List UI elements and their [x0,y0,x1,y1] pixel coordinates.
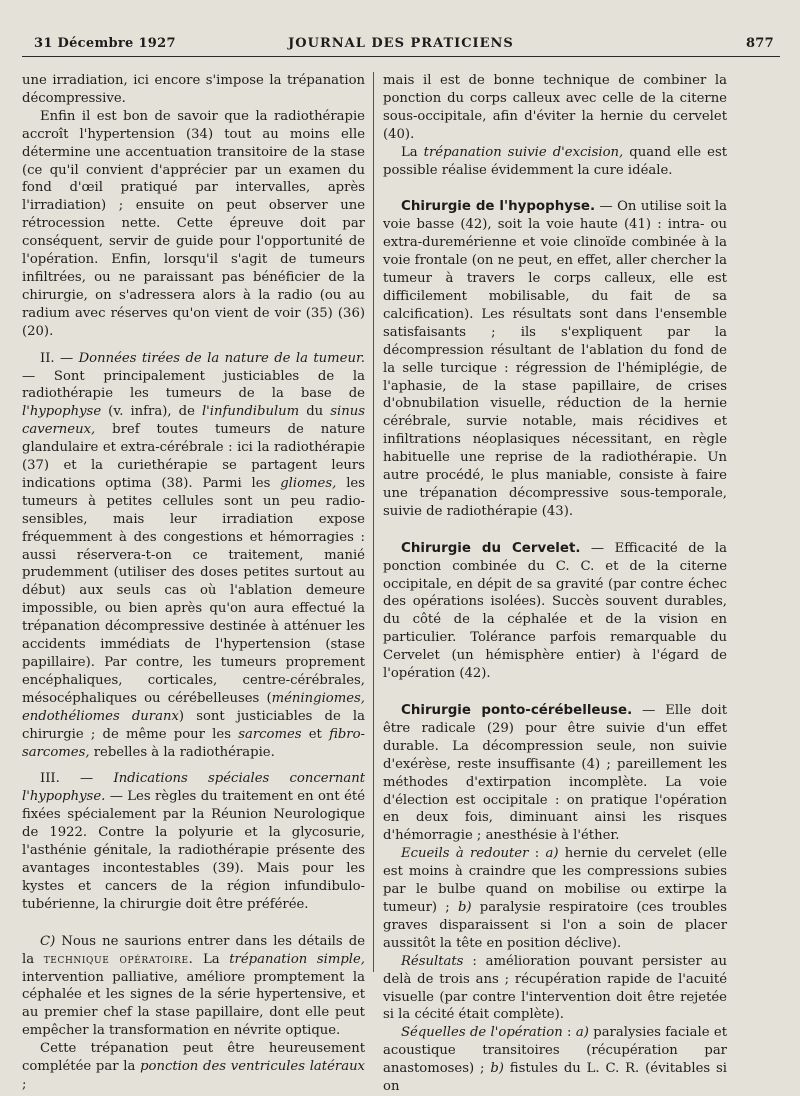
italic-term: sinus caverneux, [22,404,365,438]
item-letter: b) [490,1061,504,1077]
text-run: paralysie respiratoire (ces troubles graves disparaissent si l'on a soin de placer aussitôt la tête en position déclive). [383,899,727,951]
text-run: (v. infra), de [101,404,202,420]
text-run: La [401,144,424,160]
text-run: fistules du L. C. R. (évitables si on [383,1061,727,1095]
italic-term: trépanation suivie d'excision, [423,144,624,160]
text-run: du [299,404,331,420]
section-title: Indications spéciales concernant l'hypophyse. [22,771,365,805]
text-run: — Les règles du traitement en ont été fixées spécialement par la Réunion Neurologique de 1922. Contre la polyurie et la glycosurie, l'asthénie génitale, la radiothérapie présente des avantages incontestables (39). Mais pour les kystes et cancers de la région infundibulo-tubérienne, la chirurgie doit être préférée. [22,789,365,912]
text-run: Cette trépanation peut être heureusement complétée par la [22,1041,365,1075]
text-run: La [193,951,230,967]
paragraph: une irradiation, ici encore s'impose la trépanation décompressive. [22,73,365,106]
text-run: : [528,846,546,862]
text-run: Nous ne saurions entrer dans les détails de la [22,933,365,967]
italic-term: ponction des ventricules latéraux [140,1059,365,1075]
section-number: III. — [40,771,94,787]
paragraph [383,1024,727,1096]
text-run: paralysies faciale et acoustique transitoires (récupération par anastomoses) ; [383,1025,727,1077]
text-run: — Elle doit être radicale (29) pour être suivie d'un effet durable. La décompression seule, non suivie d'exérèse, reste insuffisante (4) ; pareillement les méthodes d'extirpation incomplète. La voie d'élection est occipitale : on pratique l'opération en deux fois, diminuant ainsi les risques d'hémorragie ; anesthésie à l'éther. [383,703,727,844]
section-ii [22,350,365,762]
italic-term: l'hypophyse [22,404,102,420]
paragraph [22,1040,365,1094]
text-run: bref toutes tumeurs de nature glandulaire et extra-cérébrale : ici la radiothérapie (37) et la curiethérapie se partagent leurs indications optima (38). Parmi les [22,422,365,491]
header-date: 31 Décembre 1927 [34,36,176,51]
italic-lead: Résultats [401,953,464,969]
subheading: Chirurgie ponto-cérébelleuse. [401,703,633,718]
section-iii [22,770,365,913]
item-letter: b) [457,899,472,915]
section-number: C) [40,933,56,949]
right-column [383,72,727,1096]
italic-term: sarcomes [238,726,302,742]
small-caps-term: technique opératoire. [43,951,194,967]
italic-term: l'infundibulum [201,404,300,420]
section-title: Données tirées de la nature de la tumeur. [78,350,365,366]
text-run: rebelles à la radiothérapie. [89,744,275,760]
text-run: intervention palliative, améliore promptement la céphalée et les signes de la série hypertensive, et au premier chef la stase papillaire, dont elle peut empêcher la transformation en névrite optique. [22,969,365,1039]
running-header [20,36,782,54]
section-number: II. — [40,350,74,366]
italic-term: trépanation simple, [229,951,365,967]
italic-lead: Séquelles de l'opération [401,1025,563,1041]
ponto-cerebellar-surgery [383,702,727,845]
text-run: les tumeurs à petites cellules sont un peu radio-sensibles, mais leur irradiation expose fréquemment à des congestions et hémorragies : aussi réservera-t-on ce traitement, manié prudemment (utiliser des doses petites surtout au début) aux seuls cas où l'ablation demeure impossible, ou bien après qu'on aura effectué la trépanation décompressive destinée à atténuer les accidents immédiats de l'hypertension (stase papillaire). Par contre, les tumeurs proprement encéphaliques, corticales, centre-cérébrales, mésocéphaliques ou cérébelleuses ( [22,475,365,706]
text-run: ; [22,1076,27,1092]
italic-term: fibro-sarcomes, [22,726,365,760]
text-run: et [301,726,330,742]
italic-term: méningiomes, endothéliomes duranx [22,690,365,724]
paragraph [383,953,727,1025]
italic-term: gliomes, [280,475,337,491]
hypophysis-surgery [383,198,727,520]
subheading: Chirurgie de l'hypophyse. [401,199,596,215]
text-run: ) sont justiciables de la chirurgie ; de même pour les [22,708,365,742]
text-run: hernie du cervelet (elle est moins à craindre que les compressions subies par le bulbe quand on mobilise ou extirpe la tumeur) ; [383,846,728,915]
header-rule [22,56,780,58]
text-run: — Efficacité de la ponction combinée du C. C. et de la citerne occipitale, en dépit de sa gravité (par contre échec des opérations isolées). Succès souvent durables, du côté de la céphalée et de la vision en particulier. Tolérance parfois remarquable du Cervelet (un hémisphère entier) à l'égard de l'opération (42). [383,540,728,682]
left-column [22,72,365,1094]
paragraph: Enfin il est bon de savoir que la radiothérapie accroît l'hypertension (34) tout au moins elle détermine une accentuation transitoire de la stase (ce qu'il convient d'apprécier par un examen du fond d'œil pratiqué par intervalles, après l'irradiation) ; ensuite on peut observer une rétrocession nette. Cette épreuve doit par conséquent, servir de guide pour l'opportunité de l'opération. Enfin, lorsqu'il s'agit de tumeurs infiltrées, ou ne paraissant pas bénéficier de la chirurgie, on s'adressera alors à la radio (ou au radium avec réserves qu'on vient de voir (35) (36) (20). [22,108,365,339]
paragraph: mais il est de bonne technique de combiner la ponction du corps calleux avec celle de la citerne sous-occipitale, afin d'éviter la hernie du cervelet (40). [383,73,727,142]
cerebellum-surgery [383,540,727,683]
paragraph [383,845,727,952]
text-run: quand elle est possible réalise évidemment la cure idéale. [383,144,728,178]
column-divider [373,72,374,972]
text-run: — On utilise soit la voie basse (42), soit la voie haute (41) : intra- ou extra-duremérienne et voie clinoïde combinée à la voie frontale (on ne peut, en effet, aller chercher la tumeur à travers le corps calleux, elle est difficilement mobilisable, du fait de sa calcification). Les résultats sont dans l'ensemble satisfaisants ; ils s'expliquent par la décompression résultant de l'ablation du fond de la selle turcique : régression de l'hémiplégie, de l'aphasie, de la stase papillaire, de crises d'obnubilation visuelle, réduction de la hernie cérébrale, survie notable, mais récidives et infiltrations néoplasiques nécessitant, en règle habituelle une reprise de la radiothérapie. Un autre procédé, le plus maniable, consiste à faire une trépanation décompressive sous-temporale, suivie de radiothérapie (43). [383,199,727,519]
item-letter: a) [545,846,559,862]
section-c [22,933,365,1040]
subheading: Chirurgie du Cervelet. [401,540,581,556]
page-number: 877 [745,36,774,51]
item-letter: a) [575,1025,589,1041]
paragraph [383,144,727,180]
text-run: : [562,1025,576,1041]
text-run: — Sont principalement justiciables de la radiothérapie les tumeurs de la base de [22,368,365,402]
journal-title: JOURNAL DES PRATICIENS [288,36,514,51]
italic-lead: Ecueils à redouter [401,846,529,862]
text-run: : amélioration pouvant persister au delà de trois ans ; récupération rapide de l'acuité visuelle (par contre l'intervention doit être rejetée si la cécité était complète). [383,953,727,1023]
